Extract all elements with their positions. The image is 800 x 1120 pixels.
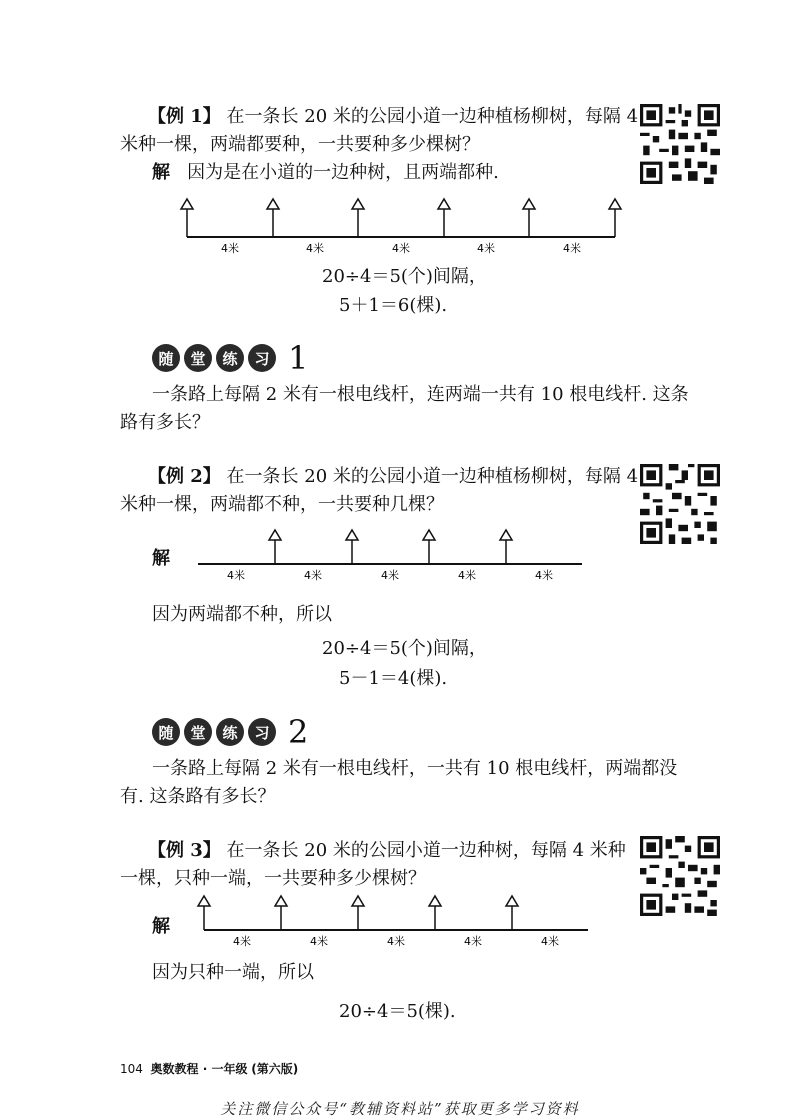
solution-text: 因为两端都不种，所以	[152, 604, 332, 625]
watermark-text: 关注微信公众号“教辅资料站”获取更多学习资料	[220, 1100, 580, 1118]
equation: 5＋1＝6(棵).	[339, 295, 448, 316]
practice-badge: 堂	[184, 344, 212, 372]
segment-label: 4米	[227, 569, 245, 582]
segment-label: 4米	[464, 935, 482, 948]
tree-mark	[269, 530, 281, 564]
practice-number: 2	[288, 713, 309, 751]
tree-diagram-1	[170, 192, 630, 256]
segment-label: 4米	[233, 935, 251, 948]
example-1-text-1: 在一条长 20 米的公园小道一边种植杨柳树，每隔 4	[226, 106, 639, 127]
equation: 5－1＝4(棵).	[339, 668, 448, 689]
example-2-line2: 米种一棵，两端都不种，一共要种几棵？	[120, 494, 444, 515]
qr-code-icon[interactable]	[640, 836, 720, 916]
practice-1-line2: 路有多长？	[120, 412, 210, 433]
tree-mark	[523, 199, 535, 237]
tree-mark	[609, 199, 621, 237]
practice-1-line1: 一条路上每隔 2 米有一根电线杆，连两端一共有 10 根电线杆. 这条	[152, 384, 689, 405]
segment-label: 4米	[477, 242, 495, 255]
practice-badge: 习	[248, 718, 276, 746]
solution-label: 解	[152, 916, 170, 937]
tree-mark	[429, 896, 441, 930]
segment-label: 4米	[221, 242, 239, 255]
example-2-text-1: 在一条长 20 米的公园小道一边种植杨柳树，每隔 4	[226, 466, 639, 487]
tree-mark	[438, 199, 450, 237]
practice-badge: 习	[248, 344, 276, 372]
practice-badge: 练	[216, 718, 244, 746]
segment-label: 4米	[535, 569, 553, 582]
solution-label: 解	[152, 162, 170, 183]
tree-diagram-3	[192, 894, 592, 952]
practice-badge: 练	[216, 344, 244, 372]
page-footer	[120, 1060, 298, 1077]
tree-mark	[352, 199, 364, 237]
equation: 20÷4＝5(棵).	[339, 1001, 456, 1022]
segment-label: 4米	[310, 935, 328, 948]
book-edition: (第六版)	[251, 1062, 299, 1076]
segment-label: 4米	[392, 242, 410, 255]
qr-code-icon[interactable]	[640, 104, 720, 184]
segment-label: 4米	[563, 242, 581, 255]
tree-mark	[500, 530, 512, 564]
qr-code-icon[interactable]	[640, 464, 720, 544]
practice-badge: 堂	[184, 718, 212, 746]
segment-label: 4米	[387, 935, 405, 948]
book-title: 奥数教程 · 一年级	[150, 1062, 248, 1076]
example-3-label: 【例 3】	[148, 840, 221, 861]
example-2-label: 【例 2】	[148, 466, 221, 487]
solution-label: 解	[152, 548, 170, 569]
example-1-line1	[148, 104, 638, 130]
example-3-line1	[148, 838, 626, 864]
tree-mark	[181, 199, 193, 237]
practice-2-line2: 有. 这条路有多长？	[120, 786, 276, 807]
tree-mark	[346, 530, 358, 564]
example-3-line2: 一棵，只种一端，一共要种多少棵树？	[120, 868, 426, 889]
practice-2-line1: 一条路上每隔 2 米有一根电线杆，一共有 10 根电线杆，两端都没	[152, 758, 678, 779]
equation: 20÷4＝5(个)间隔，	[322, 638, 487, 659]
page-number: 104	[120, 1062, 143, 1076]
example-2-line1	[148, 464, 638, 490]
tree-mark	[506, 896, 518, 930]
practice-badge: 随	[152, 718, 180, 746]
segment-label: 4米	[458, 569, 476, 582]
example-1-solution	[152, 160, 499, 186]
example-1-label: 【例 1】	[148, 106, 221, 127]
tree-mark	[352, 896, 364, 930]
segment-label: 4米	[304, 569, 322, 582]
example-3-text-1: 在一条长 20 米的公园小道一边种树，每隔 4 米种	[226, 840, 626, 861]
example-1-line2: 米种一棵，两端都要种，一共要种多少棵树？	[120, 134, 480, 155]
segment-label: 4米	[306, 242, 324, 255]
practice-1-heading	[152, 339, 309, 377]
tree-mark	[198, 896, 210, 930]
solution-text: 因为只种一端，所以	[152, 962, 314, 983]
tree-mark	[423, 530, 435, 564]
practice-2-heading	[152, 713, 309, 751]
tree-mark	[267, 199, 279, 237]
practice-badge: 随	[152, 344, 180, 372]
tree-mark	[275, 896, 287, 930]
solution-text: 因为是在小道的一边种树，且两端都种.	[187, 162, 499, 183]
practice-number: 1	[288, 339, 309, 377]
tree-diagram-2	[190, 528, 590, 586]
segment-label: 4米	[381, 569, 399, 582]
equation: 20÷4＝5(个)间隔，	[322, 266, 487, 287]
segment-label: 4米	[541, 935, 559, 948]
